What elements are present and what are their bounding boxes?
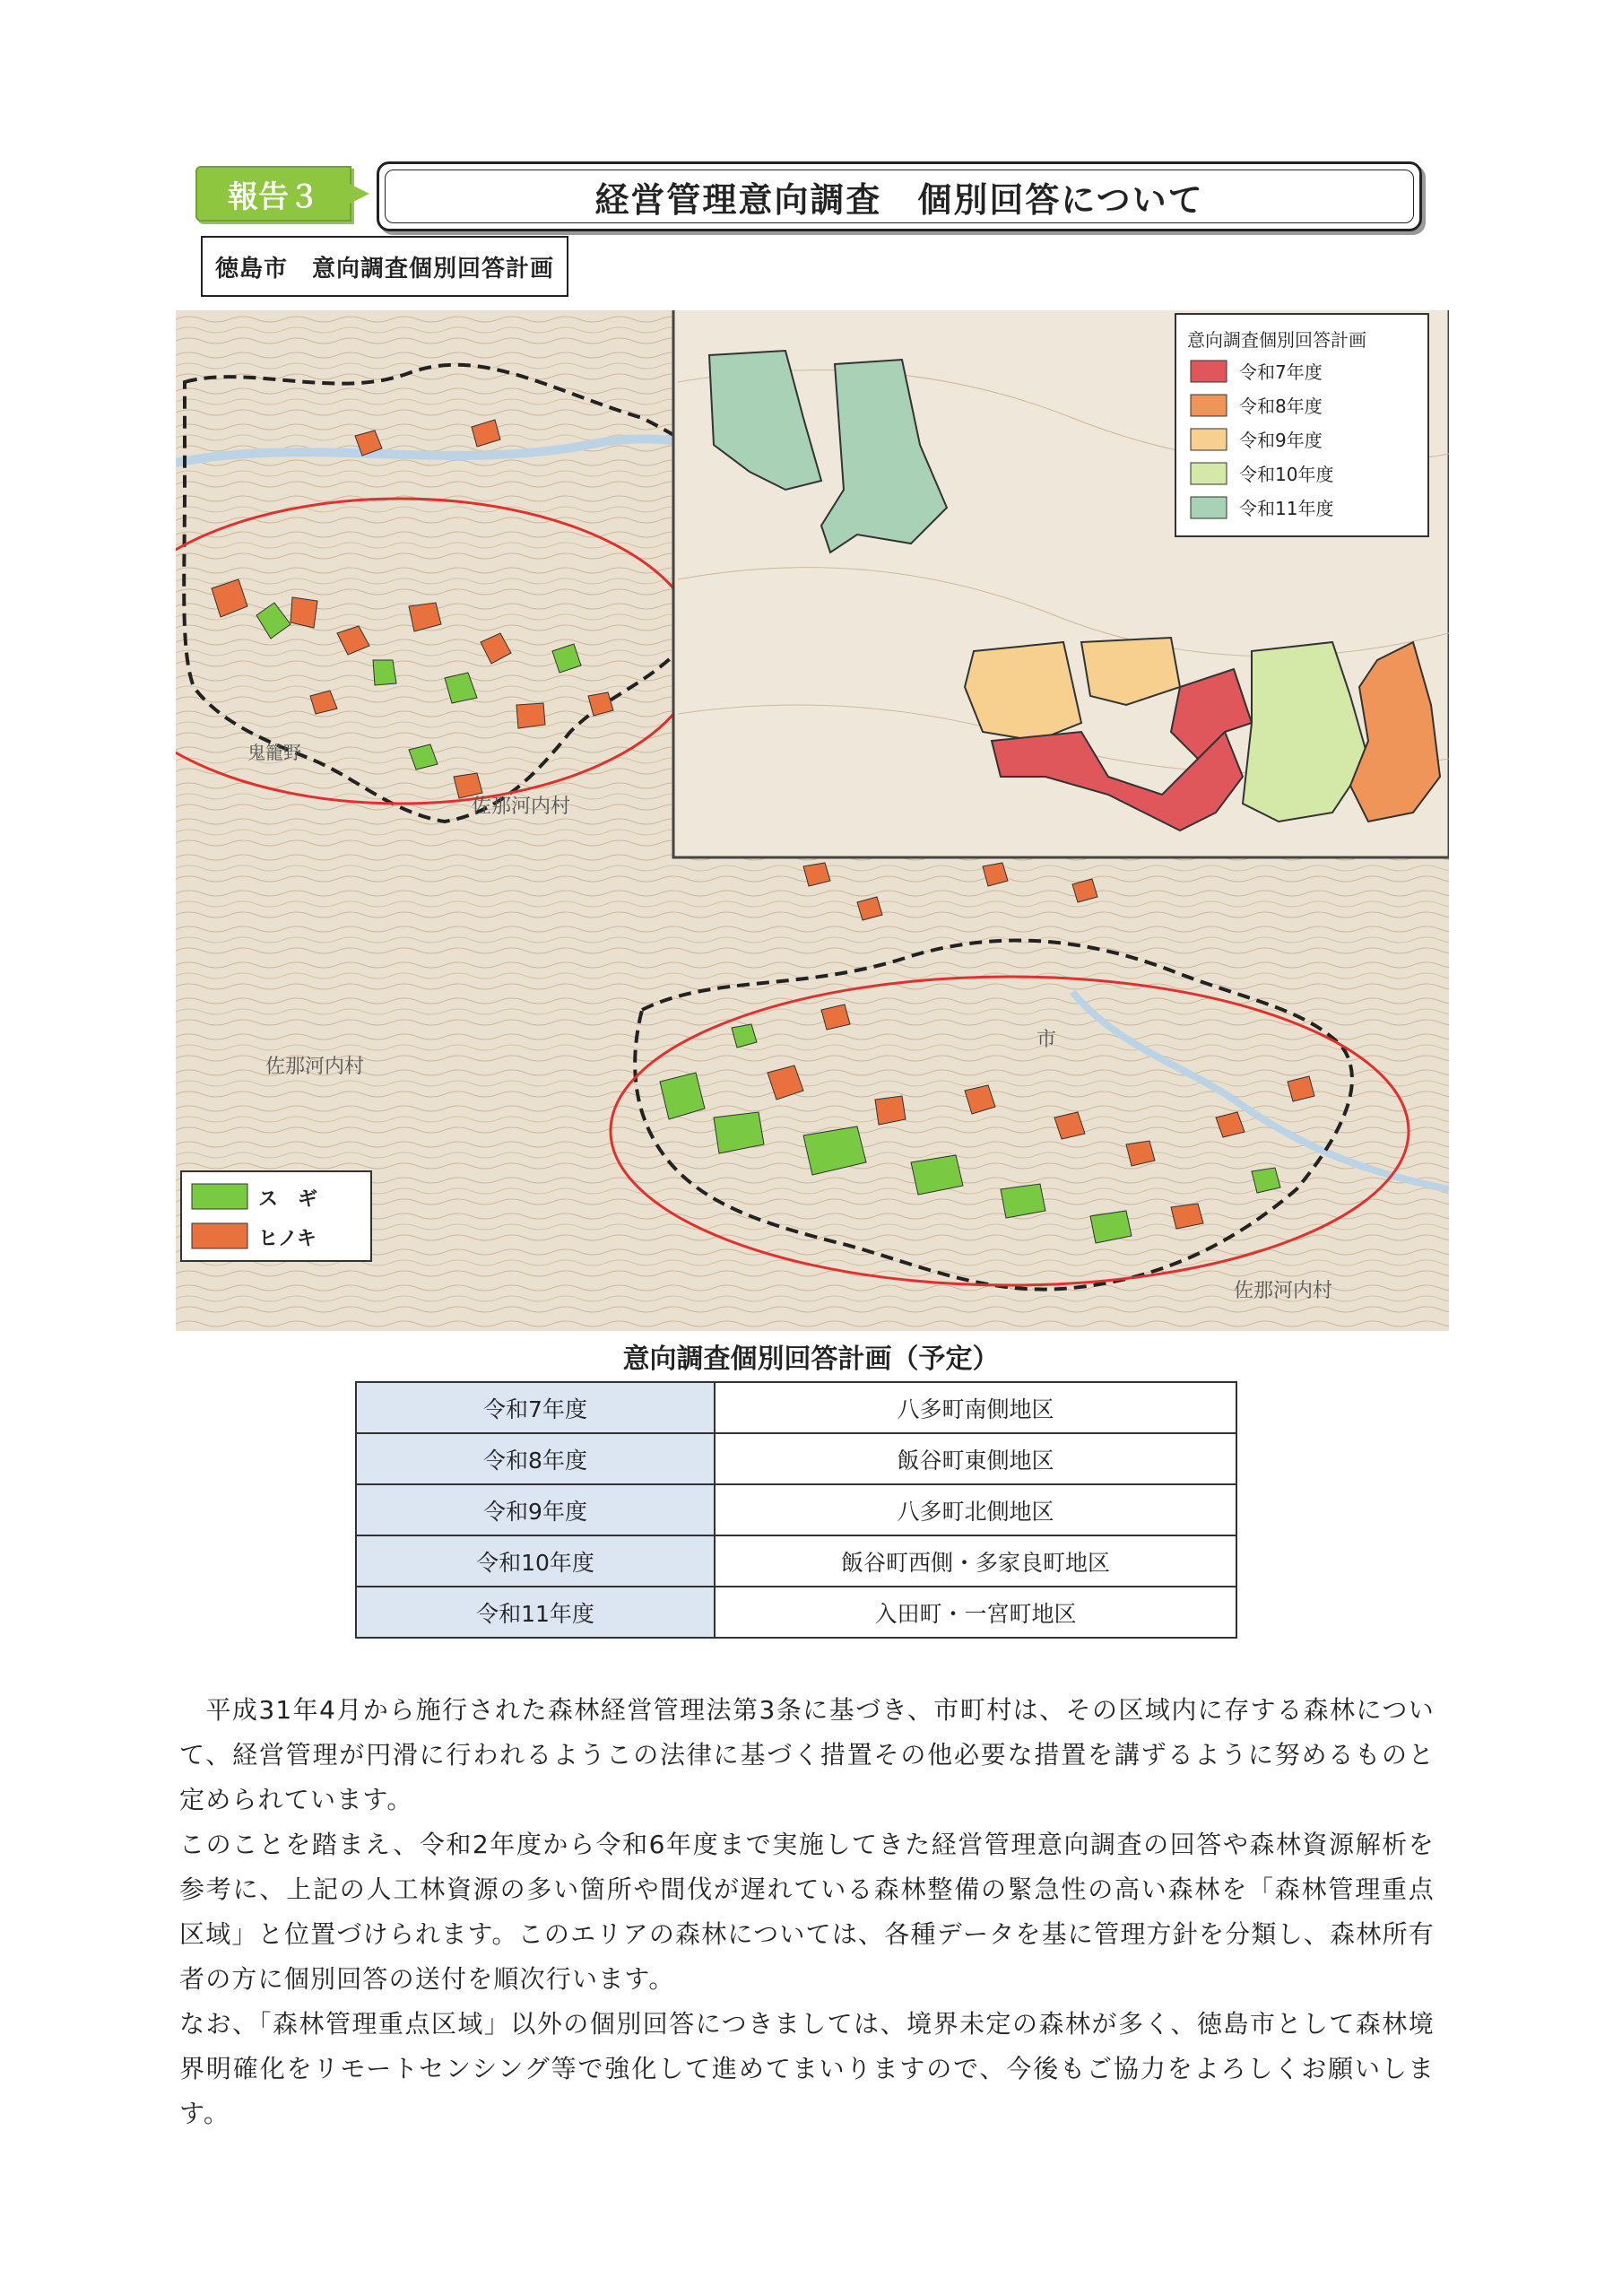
legend-label-r10: 令和10年度: [1239, 464, 1334, 485]
table-row: [356, 1587, 1236, 1638]
legend-swatch-r8: [1191, 395, 1227, 416]
legend-label-hinoki: ヒノキ: [258, 1228, 317, 1250]
report-badge-label: 報告３: [228, 178, 319, 215]
tree-legend: [181, 1171, 371, 1261]
place-label: 佐那河内村: [265, 1056, 365, 1078]
map-caption-text: 徳島市 意向調査個別回答計画: [214, 255, 554, 283]
legend-label-sugi: ス ギ: [258, 1188, 318, 1211]
year-cell: 令和8年度: [356, 1433, 715, 1484]
area-cell: 飯谷町東側地区: [715, 1433, 1236, 1484]
place-label: 市: [1037, 1029, 1057, 1051]
body-text: [179, 1688, 1435, 2136]
year-cell: 令和9年度: [356, 1484, 715, 1535]
area-cell: 入田町・一宮町地区: [715, 1587, 1236, 1638]
area-cell: 八多町南側地区: [715, 1382, 1236, 1433]
year-cell: 令和7年度: [356, 1382, 715, 1433]
legend-label-r8: 令和8年度: [1239, 396, 1323, 417]
legend-swatch-r9: [1191, 429, 1227, 450]
place-label: 佐那河内村: [1234, 1280, 1333, 1302]
body-paragraph: なお、「森林管理重点区域」以外の個別回答につきましては、境界未定の森林が多く、徳島市として森林境界明確化をリモートセンシング等で強化して進めてまいりますので、今後もご協力をよろしくお願いします。: [179, 2009, 1435, 2128]
legend-swatch-r7: [1191, 361, 1227, 382]
table-row: [356, 1484, 1236, 1535]
page-title: 経営管理意向調査 個別回答について: [594, 179, 1204, 220]
area-cell: 八多町北側地区: [715, 1484, 1236, 1535]
year-cell: 令和11年度: [356, 1587, 715, 1638]
place-label: 鬼籠野: [247, 742, 301, 763]
legend-label-r11: 令和11年度: [1239, 498, 1334, 519]
legend-label-r9: 令和9年度: [1239, 430, 1323, 451]
schedule-table: [355, 1381, 1237, 1639]
map-caption: [201, 236, 568, 297]
body-paragraph: このことを踏まえ、令和2年度から令和6年度まで実施してきた経営管理意向調査の回答や森林資源解析を参考に、上記の人工林資源の多い箇所や間伐が遅れている森林整備の緊急性の高い森林を「森林管理重点区域」と位置づけられます。このエリアの森林については、各種データを基に管理方針を分類し、森林所有者の方に個別回答の送付を順次行います。: [179, 1830, 1435, 1994]
page-title-frame: [377, 161, 1422, 231]
legend-swatch-r11: [1191, 497, 1227, 518]
legend-swatch-hinoki: [192, 1223, 247, 1248]
table-row: [356, 1433, 1236, 1484]
area-cell: 飯谷町西側・多家良町地区: [715, 1535, 1236, 1587]
report-badge: [195, 166, 351, 222]
legend-label-r7: 令和7年度: [1239, 361, 1323, 383]
region-r9: [965, 642, 1081, 741]
legend-swatch-sugi: [192, 1184, 247, 1209]
year-cell: 令和10年度: [356, 1535, 715, 1587]
legend-swatch-r10: [1191, 463, 1227, 484]
inset-legend-title: 意向調査個別回答計画: [1187, 329, 1366, 351]
schedule-title: 意向調査個別回答計画（予定）: [622, 1344, 1000, 1375]
place-label: 佐那河内村: [472, 796, 571, 818]
table-row: [356, 1535, 1236, 1587]
forest-map: [176, 310, 1449, 1331]
body-paragraph: 平成31年4月から施行された森林経営管理法第3条に基づき、市町村は、その区域内に存する森林について、経営管理が円滑に行われるようこの法律に基づく措置その他必要な措置を講ずるように努めるものと定められています。: [179, 1695, 1435, 1814]
inset-legend: [1175, 314, 1428, 536]
table-row: [356, 1382, 1236, 1433]
